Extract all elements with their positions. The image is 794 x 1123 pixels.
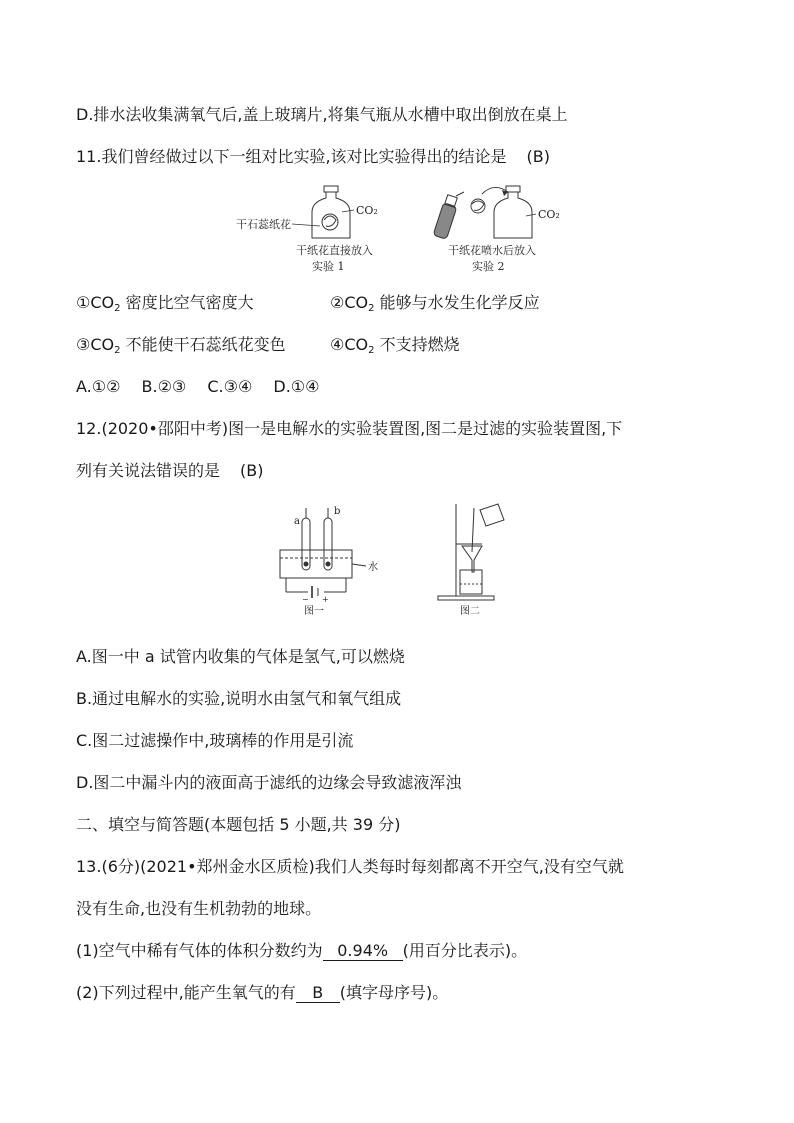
label-experiment-1: 实验 1 [312, 260, 345, 273]
flower-icon [471, 199, 485, 213]
caption-figure-1: 图一 [304, 606, 324, 617]
co2-pointer-line-right [526, 214, 536, 216]
electrolysis-filtration-diagram [272, 500, 532, 618]
label-co2-left: CO₂ [356, 204, 378, 217]
spray-bottle-icon [433, 192, 464, 239]
label-battery-minus: − [302, 595, 309, 604]
electrode-a-icon [304, 562, 309, 567]
caption-exp1: 干纸花直接放入 [296, 244, 373, 257]
bottle-2-icon [494, 186, 532, 238]
q13-part-1-answer-blank: 0.94% [323, 942, 403, 961]
q12-stem-line-2: 列有关说法错误的是 (B) [76, 461, 264, 480]
caption-figure-2: 图二 [460, 606, 480, 617]
q13-stem-line-2: 没有生命,也没有生机勃勃的地球。 [76, 899, 322, 918]
q12-answer: (B) [240, 461, 264, 480]
electrolysis-filtration-figure [272, 500, 532, 618]
section-2-heading: 二、填空与简答题(本题包括 5 小题,共 39 分) [76, 815, 401, 834]
flower-pointer-line [292, 224, 320, 226]
label-water: 水 [368, 562, 378, 573]
electrode-b-icon [326, 562, 331, 567]
q13-part-1: (1)空气中稀有气体的体积分数约为 0.94% (用百分比表示)。 [76, 941, 528, 960]
q13-stem-line-1: 13.(6分)(2021•郑州金水区质检)我们人类每时每刻都离不开空气,没有空气就 [76, 857, 624, 876]
q12-option-b: B.通过电解水的实验,说明水由氢气和氧气组成 [76, 689, 402, 708]
co2-experiment-figure [232, 182, 572, 282]
label-experiment-2: 实验 2 [472, 260, 505, 273]
label-dry-litmus-flower: 干石蕊纸花 [236, 218, 291, 231]
q11-stem [76, 146, 736, 168]
q11-option-1: $①CO_2$ 密度比空气密度大 [76, 293, 254, 314]
q11-answer: (B) [526, 147, 551, 166]
label-tube-b: b [334, 506, 341, 517]
q12-option-c: C.图二过滤操作中,玻璃棒的作用是引流 [76, 731, 354, 750]
q11-option-2: $②CO_2$ 能够与水发生化学反应 [330, 293, 540, 314]
q11-option-4: $④CO_2$ 不支持燃烧 [330, 335, 460, 356]
q13-part-2-answer-blank: B [296, 984, 340, 1003]
q12-option-a: A.图一中 a 试管内收集的气体是氢气,可以燃烧 [76, 647, 405, 666]
label-tube-a: a [294, 516, 300, 527]
q11-options-row-2 [76, 334, 736, 362]
caption-exp2: 干纸花喷水后放入 [448, 244, 536, 257]
q10-option-d: D.排水法收集满氧气后,盖上玻璃片,将集气瓶从水槽中取出倒放在桌上 [76, 105, 568, 124]
q13-part-2: (2)下列过程中,能产生氧气的有 B (填字母序号)。 [76, 983, 449, 1002]
co2-pointer-line-left [342, 210, 354, 212]
q12-stem-line-1: 12.(2020•邵阳中考)图一是电解水的实验装置图,图二是过滤的实验装置图,下 [76, 419, 623, 438]
q11-options-row-1 [76, 292, 736, 320]
q11-choices: A.①② B.②③ C.③④ D.①④ [76, 377, 320, 396]
q12-option-d: D.图二中漏斗内的液面高于滤纸的边缘会导致滤液浑浊 [76, 773, 462, 792]
label-battery-plus: + [322, 595, 329, 604]
q11-stem-text: 11.我们曾经做过以下一组对比实验,该对比实验得出的结论是 [76, 147, 507, 166]
q11-option-3: $③CO_2$ 不能使干石蕊纸花变色 [76, 335, 286, 356]
co2-experiment-diagram [232, 182, 572, 282]
electrolysis-apparatus-icon [280, 508, 366, 598]
label-co2-right: CO₂ [538, 208, 560, 221]
filtration-apparatus-icon [438, 504, 504, 600]
